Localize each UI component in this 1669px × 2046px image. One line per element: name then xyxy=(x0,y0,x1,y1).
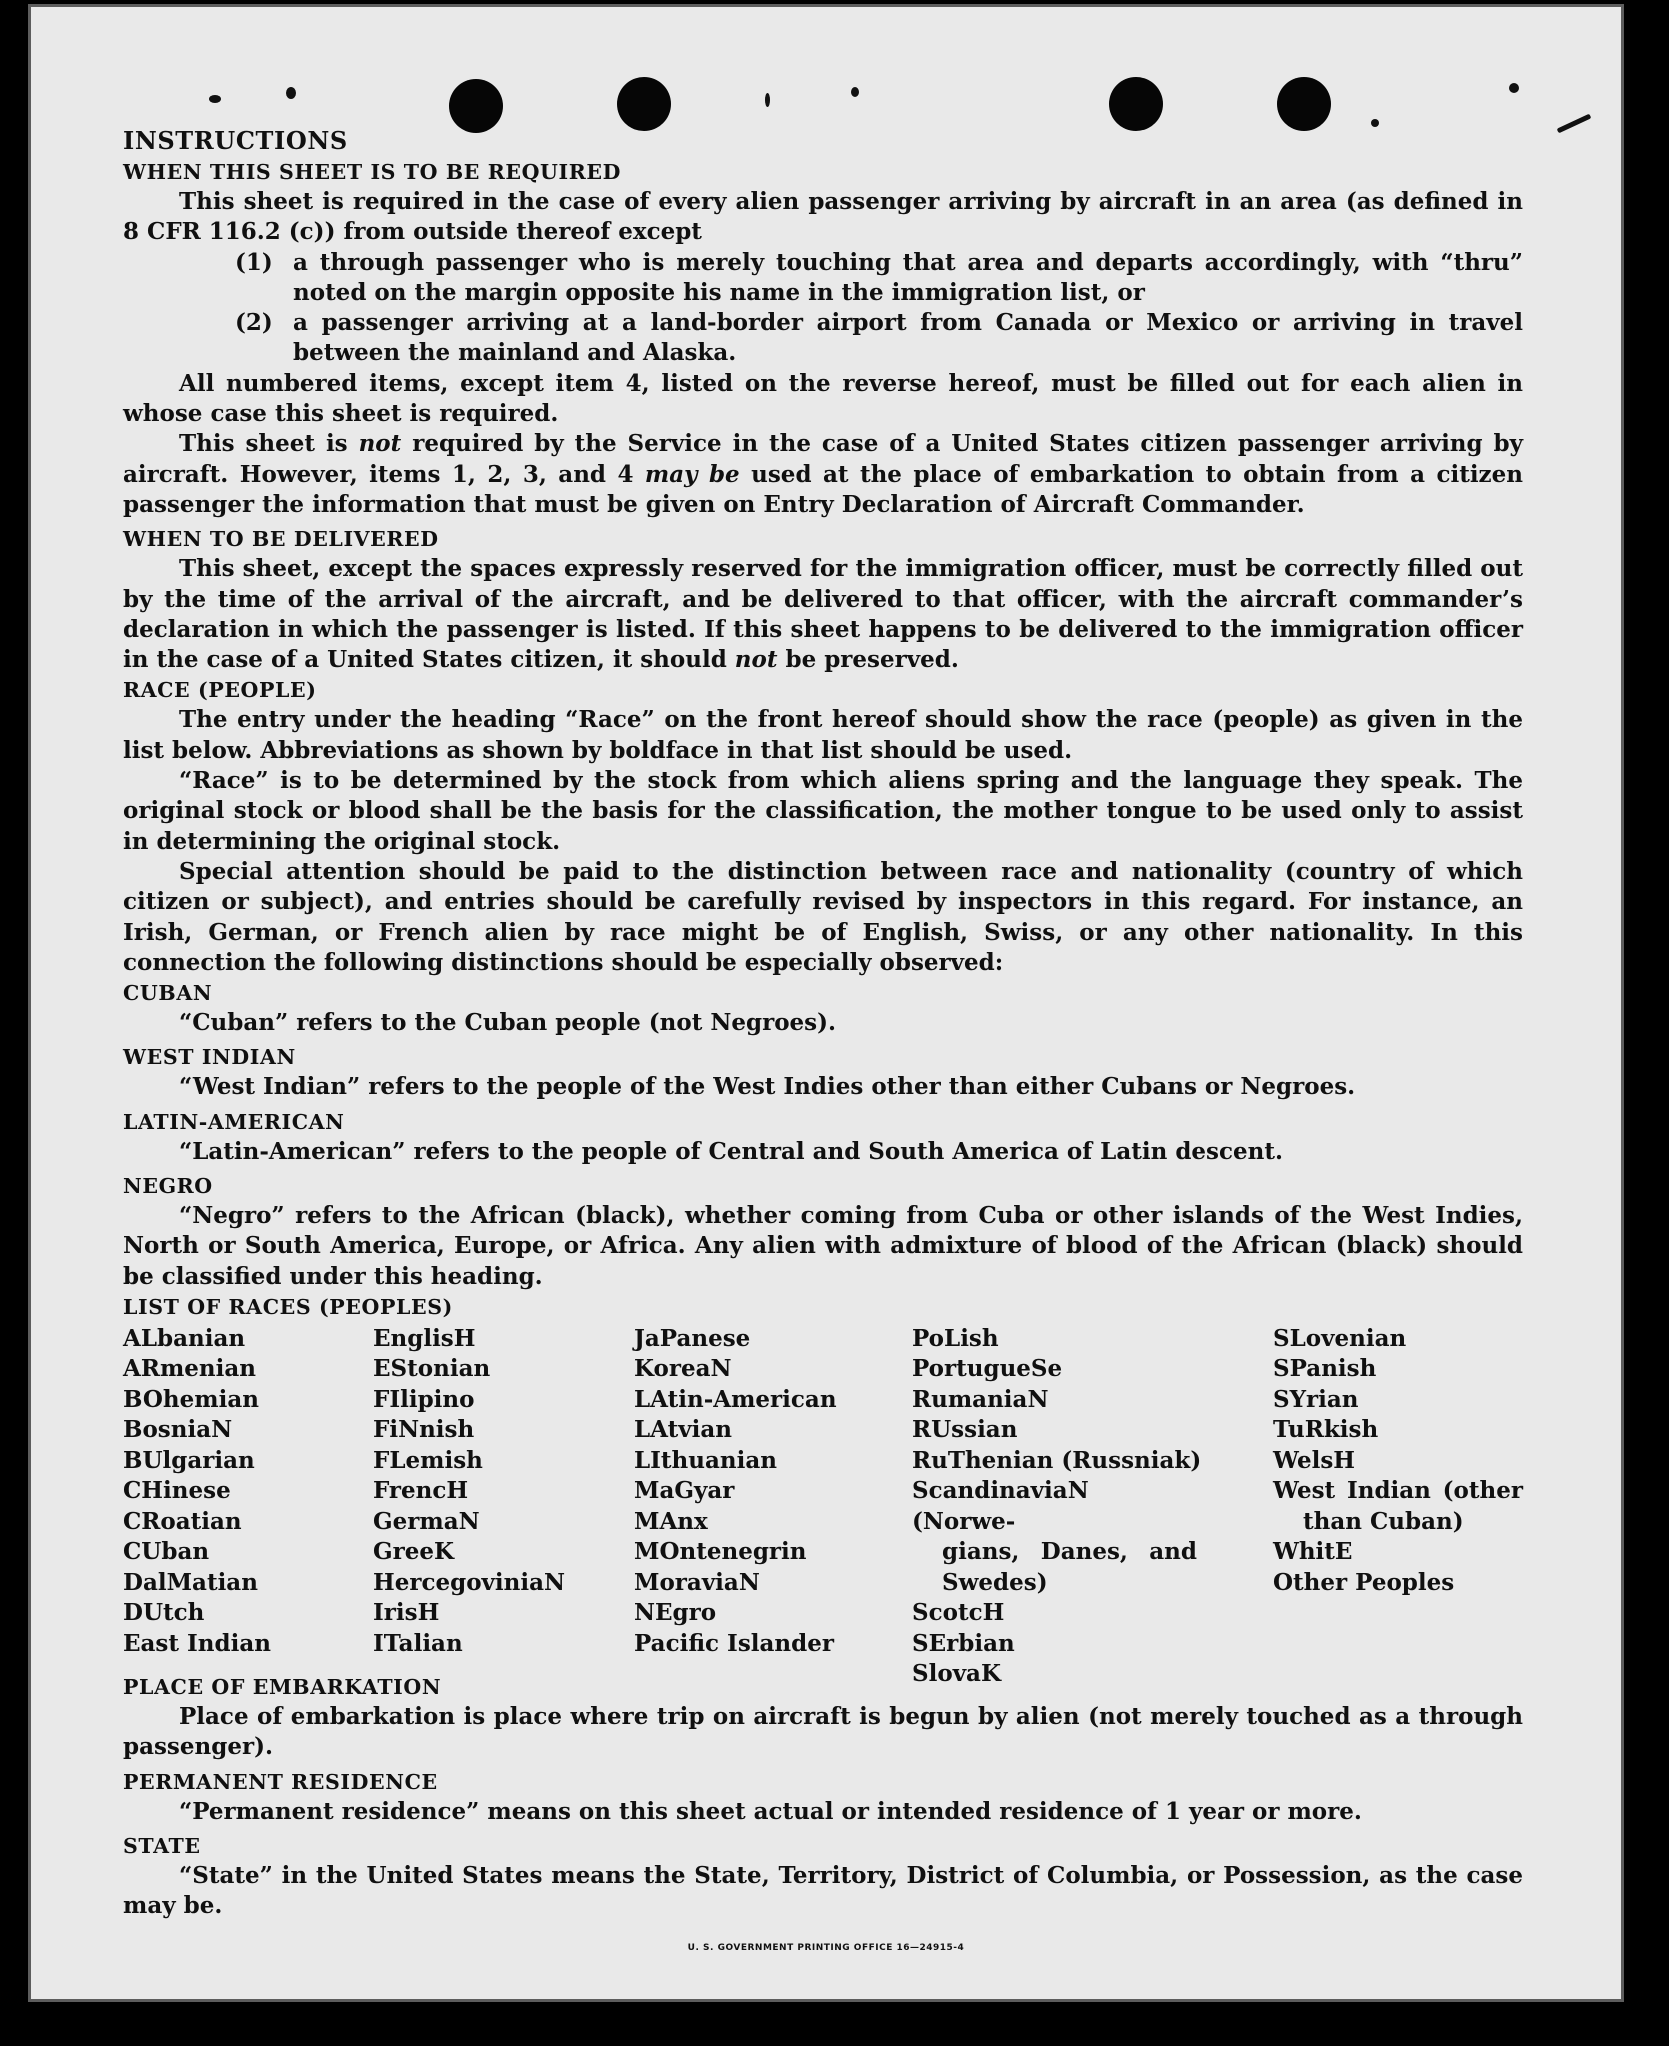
race-item: MoraviaN xyxy=(634,1568,760,1596)
race-item: BOhemian xyxy=(123,1385,259,1413)
race-column xyxy=(123,1324,271,1660)
instructions-text xyxy=(123,125,1523,1921)
paragraph: “Latin-American” refers to the people of Central and South America of Latin descent. xyxy=(179,1137,1283,1165)
race-item: GermaN xyxy=(373,1507,480,1535)
race-item: NEgro xyxy=(634,1599,717,1627)
race-item: CUban xyxy=(123,1538,210,1566)
race-item: West Indian (other xyxy=(1273,1477,1523,1505)
race-item: EnglisH xyxy=(373,1324,476,1352)
race-item-continued: than Cuban) xyxy=(1303,1507,1464,1535)
section-heading: LATIN-AMERICAN xyxy=(123,1109,345,1134)
race-item: FrencH xyxy=(373,1477,469,1505)
section-heading: WHEN THIS SHEET IS TO BE REQUIRED xyxy=(123,160,621,184)
print-speck xyxy=(1557,114,1592,134)
race-item: BosniaN xyxy=(123,1416,233,1444)
race-item: SLovenian xyxy=(1273,1324,1407,1352)
paragraph: “State” in the United States means the State, Territory, District of Columbia, or Possession, as the case may be. xyxy=(123,1861,1523,1920)
race-item: TuRkish xyxy=(1273,1416,1379,1444)
emphasis-text: not xyxy=(358,430,402,458)
race-item: LIthuanian xyxy=(634,1446,777,1474)
race-item: Pacific Islander xyxy=(634,1629,834,1657)
race-item: FLemish xyxy=(373,1446,483,1474)
race-item: EStonian xyxy=(373,1355,491,1383)
race-item: LAtin-American xyxy=(634,1385,837,1413)
text-run: used at the place of embarkation to obtain from a citizen passenger the information that must be given on Entry Declaration of Aircraft Commander. xyxy=(123,460,1523,518)
race-item: JaPanese xyxy=(634,1324,751,1352)
race-item: MAnx xyxy=(634,1507,708,1535)
race-item: East Indian xyxy=(123,1629,271,1657)
race-item: ScandinaviaN (Norwe- xyxy=(912,1477,1089,1535)
paragraph: The entry under the heading “Race” on the front hereof should show the race (people) as given in the list below. Abbreviations as shown by boldface in that list should be used. xyxy=(123,706,1523,764)
race-item: RumaniaN xyxy=(912,1385,1049,1413)
paragraph: “Cuban” refers to the Cuban people (not Negroes). xyxy=(179,1009,837,1037)
race-item: WhitE xyxy=(1273,1538,1353,1566)
text-run: required by the Service in the case of a United States citizen passenger arriving by aircraft. However, items 1, 2, 3, and 4 xyxy=(123,430,1523,488)
punch-hole xyxy=(617,77,671,131)
race-item: DUtch xyxy=(123,1599,205,1627)
paragraph: Place of embarkation is place where trip on aircraft is begun by alien (not merely touched as a through passenger). xyxy=(123,1702,1523,1761)
paragraph xyxy=(123,554,1523,675)
emphasis-text: may be xyxy=(644,460,740,488)
page-title: INSTRUCTIONS xyxy=(123,126,348,155)
race-item: LAtvian xyxy=(634,1416,732,1444)
race-column xyxy=(634,1324,837,1660)
print-speck xyxy=(851,87,859,97)
paragraph: All numbered items, except item 4, listed on the reverse hereof, must be filled out for each alien in whose case this sheet is required. xyxy=(123,369,1523,428)
race-item: SYrian xyxy=(1273,1385,1359,1413)
race-item-continued: gians, Danes, and xyxy=(942,1538,1197,1566)
document-sheet xyxy=(28,4,1624,2002)
print-speck xyxy=(286,87,296,99)
race-item: DalMatian xyxy=(123,1568,258,1596)
paragraph xyxy=(123,429,1523,520)
section-heading: STATE xyxy=(123,1833,201,1858)
race-item: CHinese xyxy=(123,1477,231,1505)
punch-hole xyxy=(1277,77,1331,131)
race-item: GreeK xyxy=(373,1538,455,1566)
race-item: RuThenian (Russniak) xyxy=(912,1446,1202,1474)
race-item: WelsH xyxy=(1273,1446,1356,1474)
race-item: RUssian xyxy=(912,1416,1018,1444)
race-item: ScotcH xyxy=(912,1599,1005,1627)
race-item: PoLish xyxy=(912,1324,999,1352)
emphasis-text: not xyxy=(734,646,778,674)
race-item: MOntenegrin xyxy=(634,1538,807,1566)
exception-text: a through passenger who is merely touching that area and departs accordingly, with “thru” noted on the margin opposite his name in the immigration list, or xyxy=(293,248,1523,306)
paragraph: “Negro” refers to the African (black), whether coming from Cuba or other islands of the West Indies, North or South America, Europe, or Africa. Any alien with admixture of blood of the African (black) should be classified under this heading. xyxy=(123,1202,1523,1290)
race-item: SPanish xyxy=(1273,1355,1377,1383)
race-item: PortugueSe xyxy=(912,1355,1063,1383)
section-heading: WEST INDIAN xyxy=(123,1045,296,1070)
race-item: FiNnish xyxy=(373,1416,475,1444)
exception-item xyxy=(235,248,1523,309)
race-item: HercegoviniaN xyxy=(373,1568,566,1596)
print-speck xyxy=(209,95,221,103)
race-column xyxy=(912,1324,1202,1690)
printer-imprint: U. S. GOVERNMENT PRINTING OFFICE 16—24915-4 xyxy=(687,1943,965,1953)
paragraph: “Permanent residence” means on this sheet actual or intended residence of 1 year or more. xyxy=(179,1797,1362,1825)
section-heading: WHEN TO BE DELIVERED xyxy=(123,527,439,552)
race-item: IrisH xyxy=(373,1599,440,1627)
section-heading: LIST OF RACES (PEOPLES) xyxy=(123,1294,453,1319)
race-item: ITalian xyxy=(373,1629,463,1657)
print-speck xyxy=(1509,83,1519,93)
race-item: FIlipino xyxy=(373,1385,475,1413)
exception-item xyxy=(235,308,1523,369)
race-item: KoreaN xyxy=(634,1355,732,1383)
race-item: Other Peoples xyxy=(1273,1568,1455,1596)
print-speck xyxy=(765,93,770,107)
race-item: ALbanian xyxy=(123,1324,246,1352)
section-heading: RACE (PEOPLE) xyxy=(123,678,317,703)
paragraph: “West Indian” refers to the people of the West Indies other than either Cubans or Negroes. xyxy=(179,1073,1356,1101)
section-heading: PLACE OF EMBARKATION xyxy=(123,1674,442,1699)
race-item: ARmenian xyxy=(123,1355,257,1383)
punch-hole xyxy=(1109,77,1163,131)
exception-number: (1) xyxy=(235,248,273,276)
text-run: be preserved. xyxy=(785,646,959,674)
paragraph: Special attention should be paid to the distinction between race and nationality (country of which citizen or subject), and entries should be carefully revised by inspectors in this regard. For instance, an Irish, German, or French alien by race might be of English, Swiss, or any other nationality. In this connection the following distinctions should be especially observed: xyxy=(123,857,1523,976)
race-item: SlovaK xyxy=(912,1660,1001,1688)
race-item: MaGyar xyxy=(634,1477,735,1505)
section-heading: CUBAN xyxy=(123,981,213,1006)
text-run: This sheet is xyxy=(179,430,348,458)
text-run: This sheet, except the spaces expressly reserved for the immigration officer, must be correctly filled out by the time of the arrival of the aircraft, and be delivered to that officer, with the aircraft commander’s declaration in which the passenger is listed. If this sheet happens to be delivered to the immigration officer in the case of a United States citizen, it should xyxy=(123,555,1523,674)
race-item: SErbian xyxy=(912,1629,1015,1657)
race-column xyxy=(1273,1324,1523,1599)
exception-text: a passenger arriving at a land-border airport from Canada or Mexico or arriving in travel between the mainland and Alaska. xyxy=(293,309,1523,367)
exception-number: (2) xyxy=(235,309,273,337)
race-column xyxy=(373,1324,565,1660)
race-item: CRoatian xyxy=(123,1507,242,1535)
paragraph: This sheet is required in the case of every alien passenger arriving by aircraft in an area (as defined in 8 CFR 116.2 (c)) from outside thereof except xyxy=(123,188,1523,246)
section-heading: NEGRO xyxy=(123,1174,213,1199)
race-item: BUlgarian xyxy=(123,1446,255,1474)
paragraph: “Race” is to be determined by the stock from which aliens spring and the language they speak. The original stock or blood shall be the basis for the classification, the mother tongue to be used only to assist in determining the original stock. xyxy=(123,767,1523,855)
section-heading: PERMANENT RESIDENCE xyxy=(123,1769,438,1794)
race-item-continued: Swedes) xyxy=(942,1568,1048,1596)
